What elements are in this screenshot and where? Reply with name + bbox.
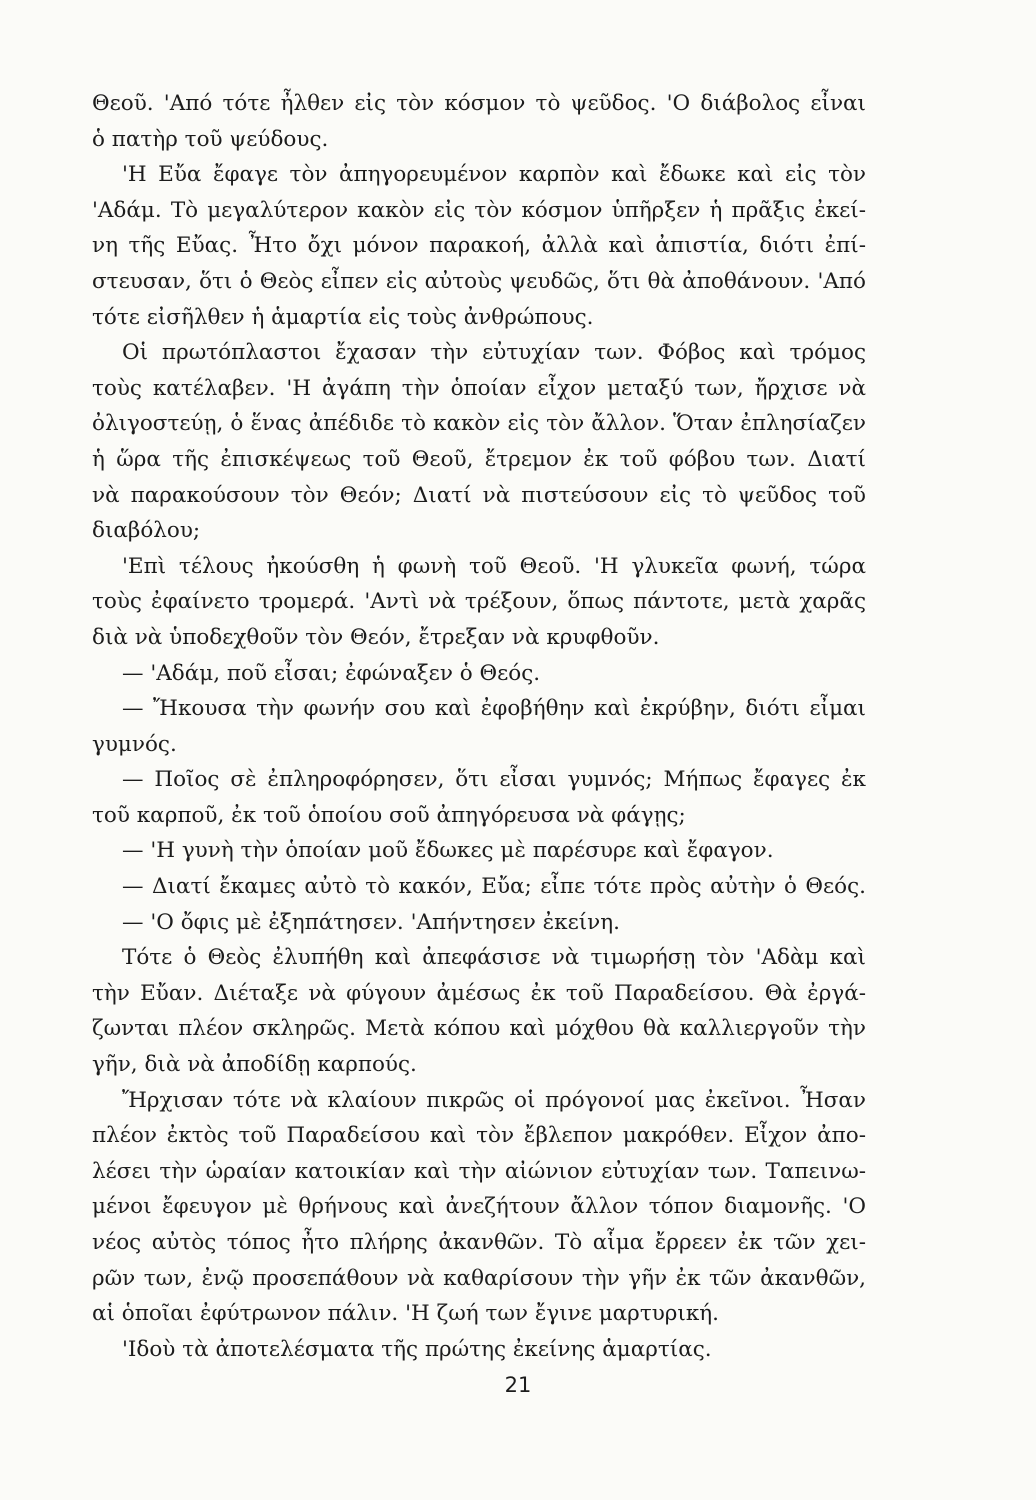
page-number: 21 — [504, 1373, 532, 1397]
text-line: νη τῆς Εὔας. Ἦτο ὄχι μόνον παρακοή, ἀλλὰ καὶ ἀπιστία, διότι ἐπί- — [92, 233, 866, 259]
text-line: τοὺς ἐφαίνετο τρομερά. 'Αντὶ νὰ τρέξουν, ὅπως πάντοτε, μετὰ χαρᾶς — [92, 589, 866, 615]
text-line: στευσαν, ὅτι ὁ Θεὸς εἶπεν εἰς αὐτοὺς ψευδῶς, ὅτι θὰ ἀποθάνουν. 'Από — [92, 268, 866, 294]
text-line: νὰ παρακούσουν τὸν Θεόν; Διατί νὰ πιστεύσουν εἰς τὸ ψεῦδος τοῦ — [92, 482, 866, 508]
text-line: λέσει τὴν ὡραίαν κατοικίαν καὶ τὴν αἰώνιον εὐτυχίαν των. Ταπεινω- — [92, 1158, 866, 1184]
text-line: — 'Η γυνὴ τὴν ὁποίαν μοῦ ἔδωκες μὲ παρέσυρε καὶ ἔφαγον. — [122, 838, 774, 864]
text-line: 'Επὶ τέλους ἠκούσθη ἡ φωνὴ τοῦ Θεοῦ. 'Η γλυκεῖα φωνή, τώρα — [122, 553, 866, 579]
text-line: τὴν Εὔαν. Διέταξε νὰ φύγουν ἀμέσως ἐκ τοῦ Παραδείσου. Θὰ ἐργά- — [92, 980, 866, 1006]
text-line: νέος αὐτὸς τόπος ἦτο πλήρης ἀκανθῶν. Τὸ αἷμα ἔρρεεν ἐκ τῶν χει- — [92, 1230, 866, 1255]
text-line: 'Αδάμ. Τὸ μεγαλύτερον κακὸν εἰς τὸν κόσμον ὑπῆρξεν ἡ πρᾶξις ἐκεί- — [92, 197, 866, 223]
body-text — [92, 86, 866, 1367]
text-line: Θεοῦ. 'Από τότε ἦλθεν εἰς τὸν κόσμον τὸ ψεῦδος. 'Ο διάβολος εἶναι — [92, 91, 866, 116]
text-line: τοῦ καρποῦ, ἐκ τοῦ ὁποίου σοῦ ἀπηγόρευσα νὰ φάγῃς; — [92, 802, 686, 828]
text-line: ἡ ὥρα τῆς ἐπισκέψεως τοῦ Θεοῦ, ἔτρεμον ἐκ τοῦ φόβου των. Διατί — [92, 446, 866, 472]
text-line: τοὺς κατέλαβεν. 'Η ἀγάπη τὴν ὁποίαν εἶχον μεταξύ των, ἤρχισε νὰ — [92, 375, 866, 401]
text-line: γυμνός. — [92, 731, 177, 757]
text-line: 'Ιδοὺ τὰ ἀποτελέσματα τῆς πρώτης ἐκείνης ἁμαρτίας. — [122, 1336, 712, 1362]
text-line: ὀλιγοστεύῃ, ὁ ἕνας ἀπέδιδε τὸ κακὸν εἰς τὸν ἄλλον. Ὅταν ἐπλησίαζεν — [92, 411, 866, 437]
text-line: Ἤρχισαν τότε νὰ κλαίουν πικρῶς οἱ πρόγονοί μας ἐκεῖνοι. Ἦσαν — [122, 1087, 866, 1113]
text-line: γῆν, διὰ νὰ ἀποδίδῃ καρπούς. — [92, 1052, 417, 1078]
text-line: — 'Ο ὄφις μὲ ἐξηπάτησεν. 'Απήντησεν ἐκείνη. — [122, 909, 620, 935]
text-line: αἱ ὁποῖαι ἐφύτρωνον πάλιν. 'Η ζωή των ἔγινε μαρτυρική. — [92, 1301, 720, 1327]
text-line: ὁ πατὴρ τοῦ ψεύδους. — [92, 126, 329, 152]
text-line: μένοι ἔφευγον μὲ θρήνους καὶ ἀνεζήτουν ἄλλον τόπον διαμονῆς. 'Ο — [92, 1194, 866, 1220]
text-line: Οἱ πρωτόπλαστοι ἔχασαν τὴν εὐτυχίαν των. Φόβος καὶ τρόμος — [122, 340, 866, 366]
text-line: ρῶν των, ἐνῷ προσεπάθουν νὰ καθαρίσουν τὴν γῆν ἐκ τῶν ἀκανθῶν, — [92, 1265, 866, 1291]
text-line: διὰ νὰ ὑποδεχθοῦν τὸν Θεόν, ἔτρεξαν νὰ κρυφθοῦν. — [92, 624, 660, 650]
text-line: τότε εἰσῆλθεν ἡ ἁμαρτία εἰς τοὺς ἀνθρώπους. — [92, 304, 594, 330]
text-line: 'Η Εὔα ἔφαγε τὸν ἀπηγορευμένον καρπὸν καὶ ἔδωκε καὶ εἰς τὸν — [122, 162, 866, 188]
text-line: — 'Αδάμ, ποῦ εἶσαι; ἐφώναξεν ὁ Θεός. — [122, 660, 541, 686]
text-line: πλέον ἐκτὸς τοῦ Παραδείσου καὶ τὸν ἔβλεπον μακρόθεν. Εἶχον ἀπο- — [92, 1123, 866, 1149]
text-line: — Ποῖος σὲ ἐπληροφόρησεν, ὅτι εἶσαι γυμνός; Μήπως ἔφαγες ἐκ — [122, 767, 866, 793]
text-line: — Διατί ἔκαμες αὐτὸ τὸ κακόν, Εὔα; εἶπε τότε πρὸς αὐτὴν ὁ Θεός. — [122, 874, 866, 900]
text-line: Τότε ὁ Θεὸς ἐλυπήθη καὶ ἀπεφάσισε νὰ τιμωρήσῃ τὸν 'Αδὰμ καὶ — [122, 945, 866, 971]
text-line: — Ἤκουσα τὴν φωνήν σου καὶ ἐφοβήθην καὶ ἐκρύβην, διότι εἶμαι — [122, 696, 866, 722]
text-line: διαβόλου; — [92, 518, 201, 544]
text-line: ζωνται πλέον σκληρῶς. Μετὰ κόπου καὶ μόχθου θὰ καλλιεργοῦν τὴν — [92, 1016, 866, 1042]
